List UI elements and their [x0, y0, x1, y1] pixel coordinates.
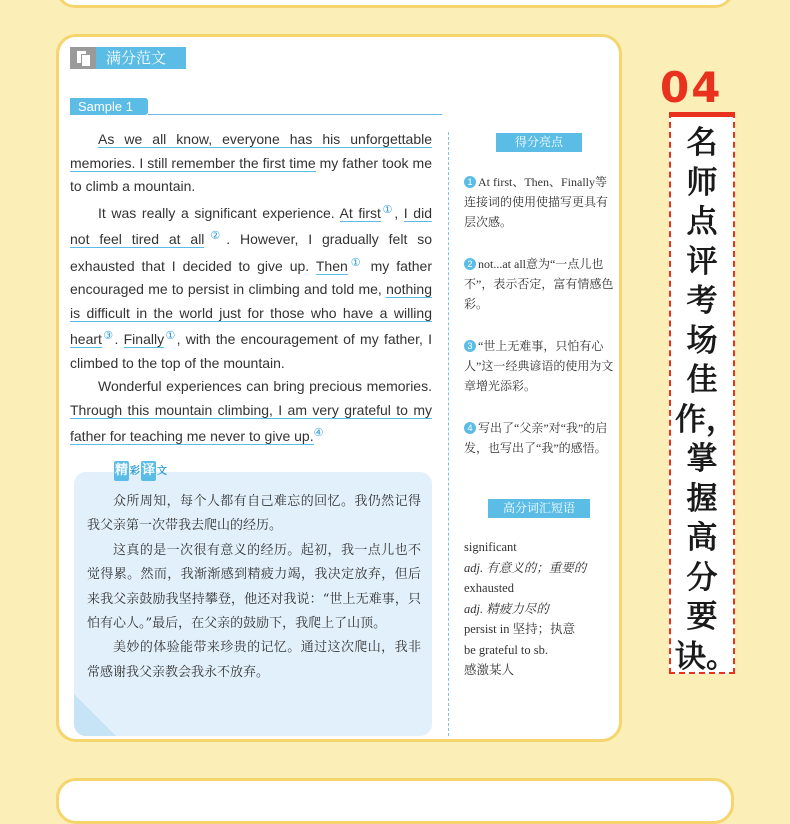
essay-text-run: It was really a significant experience.: [98, 204, 340, 221]
vocab-phrase: persist in 坚持；执意: [464, 622, 576, 636]
previous-card-edge: [56, 0, 734, 8]
highlight-item: [464, 336, 614, 396]
vocab-definition: adj. 精疲力尽的: [464, 601, 549, 616]
underlined-phrase: As we all know, everyone has his unforgettable memories. I still remember the first time: [70, 131, 432, 171]
underlined-phrase: At first: [339, 204, 381, 221]
chapter-number: 04: [660, 63, 723, 112]
vocab-title: 高分词汇短语: [488, 499, 590, 518]
underlined-phrase: Finally: [123, 331, 165, 347]
translation-label: [114, 461, 168, 481]
highlight-text: “世上无难事，只怕有心人”这一经典谚语的使用为文章增光添彩。: [464, 339, 614, 393]
translation-paragraph: 众所周知，每个人都有自己难忘的回忆。我仍然记得我父亲第一次带我去爬山的经历。: [87, 494, 421, 534]
vocab-definition: adj. 有意义的；重要的: [464, 560, 587, 575]
highlight-item: [464, 254, 614, 314]
note-number: 1: [464, 176, 476, 188]
essay-text: [70, 128, 432, 449]
underlined-phrase: nothing is difficult in the world just for those who have a willing heart: [70, 281, 432, 347]
essay-text-run: Wonderful experiences can bring precious memories.: [98, 378, 432, 394]
essay-paragraph-3: [70, 375, 432, 449]
section-title-tag: [70, 47, 186, 69]
vocab-phrase: be grateful to sb.: [464, 642, 549, 657]
vocab-word: significant: [464, 540, 517, 554]
note-number: 3: [464, 340, 476, 352]
note-marker: ④: [313, 427, 324, 439]
label-char: 彩: [130, 466, 141, 477]
note-number: 2: [464, 258, 476, 270]
highlight-item: [464, 418, 614, 458]
note-marker: ①: [164, 330, 177, 342]
translation-text: [87, 490, 421, 685]
label-char: 文: [157, 466, 168, 477]
essay-text-run: ,: [394, 204, 404, 221]
document-icon: [70, 47, 96, 69]
side-banner: [669, 112, 735, 674]
note-marker: ①: [380, 203, 395, 216]
note-marker: ③: [101, 330, 115, 342]
vocab-list: [464, 537, 614, 681]
banner-text: 名师点评考场佳作，掌握高分要诀。: [675, 125, 737, 675]
underlined-phrase: Through this mountain climbing, I am very grateful to my father for teaching me never to give up.: [70, 401, 432, 444]
highlight-text: At first、Then、Finally等连接词的使用使描写更具有层次感。: [464, 175, 609, 229]
sample-label: Sample 1: [70, 98, 148, 115]
essay-paragraph-2: [70, 199, 432, 376]
banner-top-bar: [669, 112, 735, 117]
sample-divider: [148, 114, 442, 115]
corner-decoration: [74, 694, 116, 736]
note-marker: ①: [347, 256, 364, 269]
translation-paragraph: 这真的是一次很有意义的经历。起初，我一点儿也不觉得累。然而，我渐渐感到精疲力竭，我决定放弃，但后来我父亲鼓励我坚持攀登，他还对我说：“世上无难事，只怕有心人。”最后，在父亲的鼓励下，我爬上了山顶。: [87, 542, 421, 632]
highlight-text: 写出了“父亲”对“我”的启发，也写出了“我”的感悟。: [464, 421, 608, 455]
column-divider: [448, 132, 449, 736]
note-marker: ②: [204, 230, 227, 242]
essay-text-run: my father took me to climb a mountain.: [70, 154, 432, 194]
essay-text-run: , with the encouragement of my father, I climbed to the top of the mountain.: [70, 331, 432, 371]
next-card-edge: [56, 778, 734, 824]
section-title: 满分范文: [106, 49, 167, 67]
essay-text-run: my father encouraged me to persist in climbing and told me,: [70, 257, 432, 297]
highlight-text: not...at all意为“一点儿也不”，表示否定，富有情感色彩。: [464, 257, 614, 311]
highlights-list: [464, 172, 614, 480]
translation-paragraph: 美妙的体验能带来珍贵的记忆。通过这次爬山，我非常感谢我父亲教会我永不放弃。: [87, 640, 421, 680]
note-number: 4: [464, 422, 476, 434]
vocab-word: exhausted: [464, 581, 514, 595]
vocab-definition: 感激某人: [464, 663, 515, 677]
underlined-phrase: I did not feel tired at all: [70, 204, 432, 247]
essay-text-run: . However, I gradually felt so exhausted that I decided to give up.: [70, 231, 432, 274]
underlined-phrase: Then: [315, 257, 348, 274]
label-char: 译: [141, 461, 156, 481]
label-char: 精: [114, 461, 129, 481]
essay-paragraph-1: [70, 128, 432, 199]
highlight-item: [464, 172, 614, 232]
highlights-title: 得分亮点: [496, 133, 582, 152]
essay-text-run: .: [114, 331, 124, 347]
